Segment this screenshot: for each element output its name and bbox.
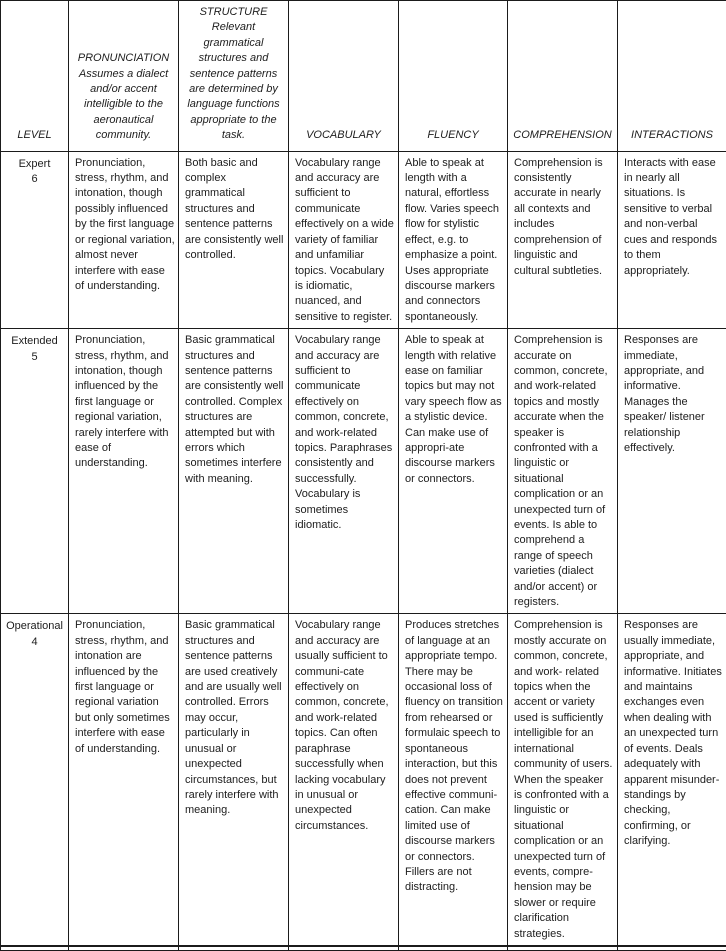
column-subtitle: Relevant grammatical structures and sentence patterns are determined by language functions appropriate to the task. <box>183 20 284 143</box>
column-title: FLUENCY <box>403 128 503 143</box>
cell-structure: Both basic and complex grammatical structures and sentence patterns are consistently well controlled. <box>179 151 289 328</box>
level-cell <box>1 329 69 614</box>
header-row <box>1 1 726 152</box>
column-subtitle: Assumes a dialect and/or accent intelligible to the aeronautical community. <box>73 67 174 144</box>
cell-interactions: Interacts with ease in nearly all situations. Is sensitive to verbal and non-verbal cues and responds to them appropriately. <box>618 151 726 328</box>
partial-next-row <box>1 946 726 951</box>
level-name: Extended <box>4 334 65 349</box>
table-row-operational-4 <box>1 614 726 946</box>
column-header-pronunciation <box>69 1 179 152</box>
column-header-vocabulary <box>289 1 399 152</box>
column-header-level <box>1 1 69 152</box>
cell-pronunciation: Pronunciation, stress, rhythm, and intonation, though possibly influenced by the first language or regional variation, almost never interfere with ease of understanding. <box>69 151 179 328</box>
column-title: COMPREHENSION <box>512 128 613 143</box>
cell-interactions: Responses are usually immediate, appropriate, and informative. Initiates and maintains exchanges even when dealing with an unexpected turn of events. Deals adequately with apparent misunder-standings by checking, confirming, or clarifying. <box>618 614 726 946</box>
cell-comprehension: Comprehension is mostly accurate on common, concrete, and work- related topics when the accent or variety used is sufficiently intelligible for an international community of users. When the speaker is confronted with a linguistic or situational complication or an unexpected turn of events, compre-hension may be slower or require clarification strategies. <box>508 614 618 946</box>
cell-structure: Basic grammatical structures and sentence patterns are consistently well controlled. Complex structures are attempted but with errors which sometimes interfere with meaning. <box>179 329 289 614</box>
level-number: 4 <box>4 635 65 650</box>
table-row-extended-5 <box>1 329 726 614</box>
cell-fluency: Able to speak at length with relative ease on familiar topics but may not vary speech flow as a stylistic device. Can make use of appropri-ate discourse markers or connectors. <box>399 329 508 614</box>
column-title: LEVEL <box>5 128 64 143</box>
level-cell <box>1 614 69 946</box>
level-name: Operational <box>4 619 65 634</box>
column-header-structure <box>179 1 289 152</box>
cell-vocabulary: Vocabulary range and accuracy are sufficient to communicate effectively on a wide variety of familiar and unfamiliar topics. Vocabulary is idiomatic, nuanced, and sensitive to register. <box>289 151 399 328</box>
column-title: VOCABULARY <box>293 128 394 143</box>
cell-comprehension: Comprehension is consistently accurate in nearly all contexts and includes comprehension of linguistic and cultural subtleties. <box>508 151 618 328</box>
column-title: PRONUNCIATION <box>73 51 174 66</box>
level-cell <box>1 151 69 328</box>
column-header-interactions <box>618 1 726 152</box>
cell-vocabulary: Vocabulary range and accuracy are sufficient to communicate effectively on common, concrete, and work-related topics. Paraphrases consistently and successfully. Vocabulary is sometimes idiomatic. <box>289 329 399 614</box>
column-header-comprehension <box>508 1 618 152</box>
level-number: 6 <box>4 172 65 187</box>
cell-fluency: Able to speak at length with a natural, effortless flow. Varies speech flow for stylistic effect, e.g. to emphasize a point. Uses appropriate discourse markers and connectors spontaneously. <box>399 151 508 328</box>
cell-fluency: Produces stretches of language at an appropriate tempo. There may be occasional loss of fluency on transition from rehearsed or formulaic speech to spontaneous interaction, but this does not prevent effective communi-cation. Can make limited use of discourse markers or connectors. Fillers are not distracting. <box>399 614 508 946</box>
table-row-expert-6 <box>1 151 726 328</box>
cell-vocabulary: Vocabulary range and accuracy are usually sufficient to communi-cate effectively on common, concrete, and work-related topics. Can often paraphrase successfully when lacking vocabulary in unusual or unexpected circumstances. <box>289 614 399 946</box>
cell-pronunciation: Pronunciation, stress, rhythm, and intonation are influenced by the first language or regional variation but only sometimes interfere with ease of understanding. <box>69 614 179 946</box>
level-name: Expert <box>4 157 65 172</box>
column-title: INTERACTIONS <box>622 128 722 143</box>
cell-interactions: Responses are immediate, appropriate, and informative. Manages the speaker/ listener relationship effectively. <box>618 329 726 614</box>
column-header-fluency <box>399 1 508 152</box>
column-title: STRUCTURE <box>183 5 284 20</box>
cell-comprehension: Comprehension is accurate on common, concrete, and work-related topics and mostly accurate when the speaker is confronted with a linguistic or situational complication or an unexpected turn of events. Is able to comprehend a range of speech varieties (dialect and/or accent) or registers. <box>508 329 618 614</box>
cell-pronunciation: Pronunciation, stress, rhythm, and intonation, though influenced by the first language or regional variation, rarely interfere with ease of understanding. <box>69 329 179 614</box>
level-number: 5 <box>4 350 65 365</box>
cell-structure: Basic grammatical structures and sentence patterns are used creatively and are usually well controlled. Errors may occur, particularly in unusual or unexpected circumstances, but rarely interfere with meaning. <box>179 614 289 946</box>
